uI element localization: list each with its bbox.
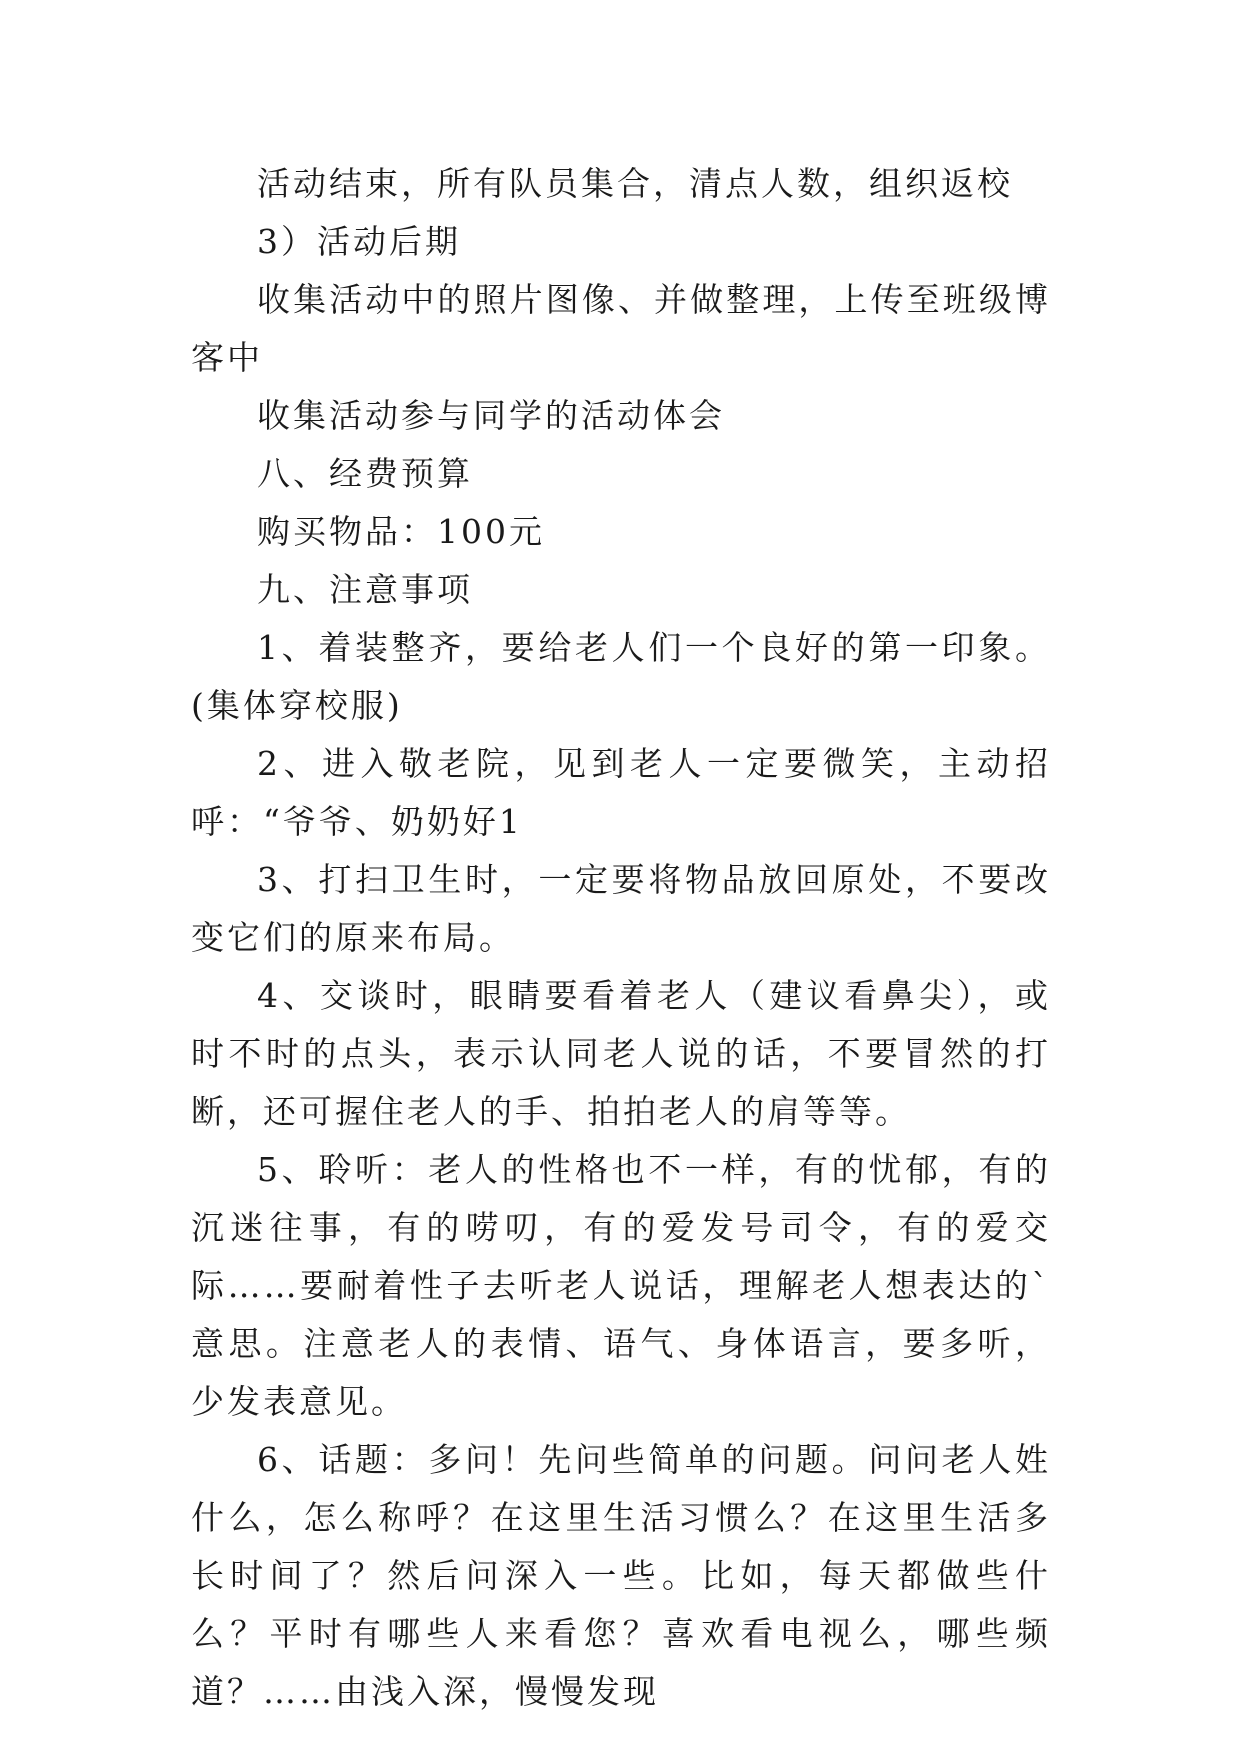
paragraph-note-1: 1、着装整齐，要给老人们一个良好的第一印象。(集体穿校服) xyxy=(191,628,1051,725)
paragraph-activity-end: 活动结束，所有队员集合，清点人数，组织返校 xyxy=(257,164,1013,203)
paragraph-note-3: 3、打扫卫生时，一定要将物品放回原处，不要改变它们的原来布局。 xyxy=(191,860,1051,957)
heading-budget: 八、经费预算 xyxy=(257,454,473,493)
paragraph-note-6: 6、话题：多问！先问些简单的问题。问问老人姓什么，怎么称呼？在这里生活习惯么？在这里生活多长时间了？然后问深入一些。比如，每天都做些什么？平时有哪些人来看您？喜欢看电视么，哪些频道？……由浅入深，慢慢发现 xyxy=(191,1440,1051,1711)
document-body xyxy=(191,155,1051,1721)
paragraph-purchase-items: 购买物品：100元 xyxy=(257,512,545,551)
paragraph-note-2: 2、进入敬老院，见到老人一定要微笑，主动招呼：“爷爷、奶奶好1 xyxy=(191,744,1051,841)
paragraph-post-activity-heading: 3）活动后期 xyxy=(257,222,461,261)
paragraph-note-4: 4、交谈时，眼睛要看着老人（建议看鼻尖），或时不时的点头，表示认同老人说的话，不要冒然的打断，还可握住老人的手、拍拍老人的肩等等。 xyxy=(191,976,1051,1131)
paragraph-collect-photos: 收集活动中的照片图像、并做整理，上传至班级博客中 xyxy=(191,280,1051,377)
heading-notes: 九、注意事项 xyxy=(257,570,473,609)
paragraph-note-5: 5、聆听：老人的性格也不一样，有的忧郁，有的沉迷往事，有的唠叨，有的爱发号司令，有的爱交际……要耐着性子去听老人说话，理解老人想表达的`意思。注意老人的表情、语气、身体语言，要多听，少发表意见。 xyxy=(191,1150,1051,1421)
paragraph-collect-reflections: 收集活动参与同学的活动体会 xyxy=(257,396,725,435)
